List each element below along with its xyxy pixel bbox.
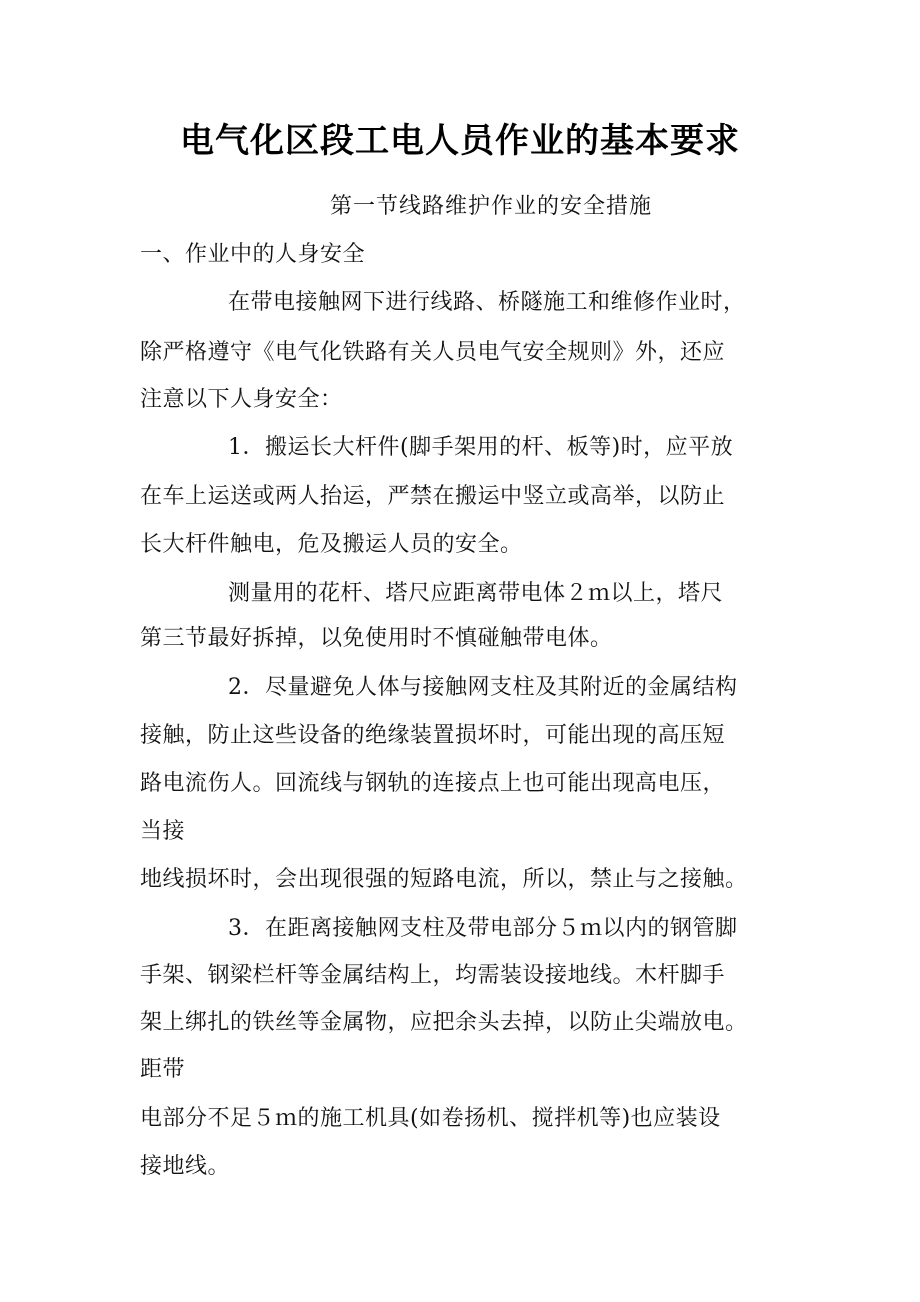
text-line: 接地线。	[140, 1154, 231, 1179]
text-line: 除严格遵守《电气化铁路有关人员电气安全规则》外，还应	[140, 340, 726, 365]
text-line: 接触，防止这些设备的绝缘装置损坏时，可能出现的高压短	[140, 723, 726, 748]
section-subtitle: 第一节线路维护作业的安全措施	[330, 194, 653, 219]
text-line: 地线损坏时，会出现很强的短路电流，所以，禁止与之接触。	[140, 867, 748, 892]
text-line: 1．搬运长大杆件(脚手架用的杆、板等)时，应平放	[228, 435, 734, 460]
text-line: 距带	[140, 1057, 186, 1082]
text-line: 测量用的花杆、塔尺应距离带电体２ｍ以上，塔尺	[228, 581, 724, 606]
text-line: 第三节最好拆掉，以免使用时不慎碰触带电体。	[140, 626, 613, 651]
text-line: 架上绑扎的铁丝等金属物，应把余头去掉，以防止尖端放电。	[140, 1010, 748, 1035]
text-line: 注意以下人身安全：	[140, 387, 343, 412]
section-heading: 一、作业中的人身安全	[140, 242, 366, 267]
text-line: 当接	[140, 819, 186, 844]
text-line: 路电流伤人。回流线与钢轨的连接点上也可能出现高电压，	[140, 771, 726, 796]
text-line: 电部分不足５ｍ的施工机具(如卷扬机、搅拌机等)也应装设	[140, 1106, 721, 1131]
text-line: 在车上运送或两人抬运，严禁在搬运中竖立或高举，以防止	[140, 484, 726, 509]
text-line: 长大杆件触电，危及搬运人员的安全。	[140, 532, 523, 557]
text-line: 在带电接触网下进行线路、桥隧施工和维修作业时，	[228, 290, 746, 315]
text-line: 2．尽量避免人体与接触网支柱及其附近的金属结构	[228, 675, 738, 700]
document-title: 电气化区段工电人员作业的基本要求	[180, 121, 740, 161]
text-line: 手架、钢梁栏杆等金属结构上，均需装设接地线。木杆脚手	[140, 963, 726, 988]
text-line: 3．在距离接触网支柱及带电部分５ｍ以内的钢管脚	[228, 916, 738, 941]
